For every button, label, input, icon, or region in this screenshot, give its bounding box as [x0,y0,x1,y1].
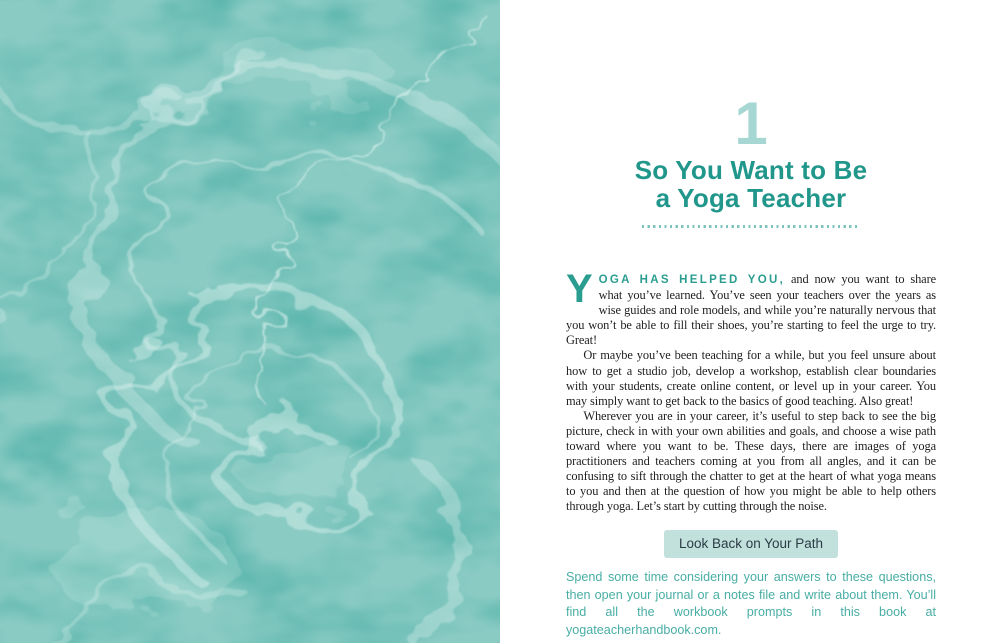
chapter-title [566,156,936,212]
chapter-body [566,267,937,515]
look-back-on-your-path-button[interactable]: Look Back on Your Path [664,530,838,559]
chapter-page [500,0,1000,643]
chapter-number: 1 [734,90,768,157]
paragraph-1 [566,267,937,348]
lead-smallcaps-text: OGA HAS HELPED YOU, [598,274,786,286]
dropcap-letter: Y [566,267,593,311]
chapter-title-line2: a Yoga Teacher [655,183,847,213]
paragraph-3: Wherever you are in your career, it’s useful to step back to see the big picture, check in with your own abilities and goals, and choose a wise path toward where you want to be. These days, there are images of yoga practitioners and teachers coming at you from all angles, and it can be confusing to sift through the chatter to get at the heart of what yoga means to you and then at the question of how you might be able to help others through yoga. Let’s start by cutting through the noise. [566,408,936,514]
paragraph-1-text: and now you want to share what you’ve learned. You’ve seen your teachers over the years as wise guides and role models, and while you’re naturally nervous that you won’t be able to fill their shoes, you’re starting to feel the urge to try. Great! [566,272,937,348]
chapter-title-line1: So You Want to Be [634,155,868,185]
workbook-prompt-text: Spend some time considering your answers to these questions, then open your journal or a notes file and write about them. You’ll find all the workbook prompts in this book at yogateacherhandbook.com. [566,570,936,637]
dotted-divider [642,225,860,228]
paragraph-2: Or maybe you’ve been teaching for a while, but you feel unsure about how to get a studio job, develop a workshop, establish clear boundaries with your students, create online content, or level up in your career. You may simply want to get back to the basics of good teaching. Also great! [566,348,936,408]
cta-row [566,530,936,559]
